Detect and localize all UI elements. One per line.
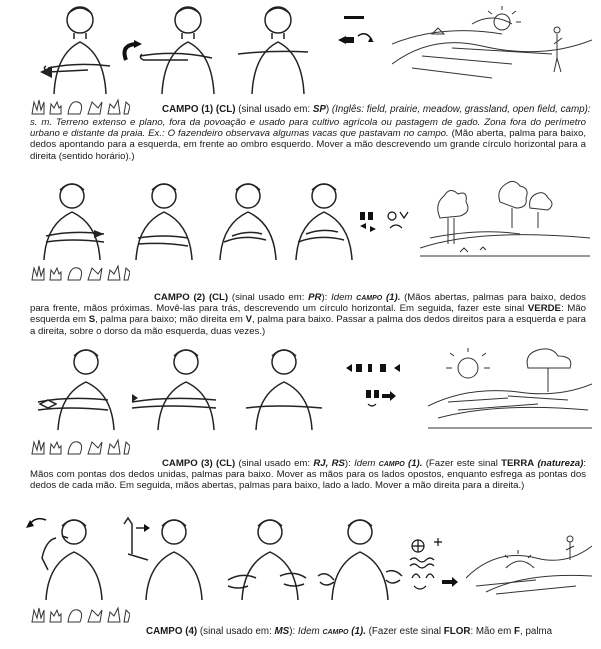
- idem-prefix: Idem: [327, 292, 357, 303]
- entry-body: [30, 292, 586, 337]
- instructions: , palma: [520, 626, 553, 637]
- used-in-region: PR: [308, 292, 322, 303]
- sign-writing-icon: [346, 362, 420, 414]
- entry-body: [30, 458, 586, 492]
- instructions: (Fazer este sinal: [422, 458, 502, 469]
- used-in-prefix: (sinal usado em:: [238, 458, 314, 469]
- signer-illustration: [116, 514, 206, 602]
- sign-writing-icon: [334, 14, 380, 54]
- used-in-region: RJ, RS: [313, 458, 345, 469]
- entry-campo-4: [0, 604, 601, 649]
- handshape-icon: [30, 98, 130, 116]
- used-in-suffix: ): [325, 104, 330, 115]
- illustration-row-2: [0, 178, 601, 264]
- signer-illustration: [236, 2, 316, 96]
- signer-illustration: [316, 514, 406, 602]
- word-class: (CL): [216, 458, 236, 469]
- handshape-icon: [30, 438, 130, 456]
- entry-heading: [162, 104, 591, 115]
- sign-writing-icon: [404, 536, 464, 594]
- landscape-illustration: [420, 178, 590, 264]
- landscape-illustration: [428, 346, 592, 432]
- definition: Terreno extenso e plano, fora da povoação e usado para cultivo agrícola ou pastagem de gado. Zona fora do perímetro urbano e distante da praia.: [30, 117, 586, 140]
- word-class: (CL): [208, 292, 229, 303]
- used-in-prefix: (sinal usado em:: [238, 104, 313, 115]
- entry-body: [30, 117, 586, 162]
- entry-heading: [146, 626, 552, 637]
- sign-reference: TERRA: [501, 458, 535, 469]
- signer-illustration: [222, 514, 312, 602]
- signer-illustration: [240, 346, 330, 432]
- used-in-suffix: ):: [344, 458, 351, 469]
- idem-reference: campo (1).: [378, 458, 423, 469]
- used-in-prefix: (sinal usado em:: [231, 292, 309, 303]
- sign-writing-icon: [356, 208, 420, 242]
- handshape-letter: V: [245, 314, 252, 326]
- headword: CAMPO (2): [154, 292, 206, 303]
- illustration-row-1: [0, 0, 601, 100]
- instructions: (Mão aberta, palma para baixo, dedos apontando para a esquerda, em frente ao ombro esquerdo. Mover a mão descrevendo um grande círculo horizontal para a direita (sentido horário).): [30, 128, 586, 162]
- idem-prefix: Idem: [295, 626, 323, 637]
- part-of-speech: s. m.: [30, 117, 53, 128]
- entry-campo-3: [0, 434, 601, 514]
- landscape-illustration: [392, 4, 592, 88]
- used-in-suffix: ):: [321, 292, 328, 303]
- signer-illustration: [138, 2, 228, 96]
- word-class: (CL): [215, 104, 236, 115]
- instructions: : Mãos com pontas dos dedos unidas, palmas para baixo. Mover as mãos para os lados opostos, enquanto esfrega as pontas dos dedos de cada mão. Em seguida, mãos abertas, palmas para baixo, lado a lado. Mover a mão direita para a direita.): [30, 458, 586, 492]
- signer-illustration: [206, 180, 288, 262]
- instructions: : Mão esquerda em: [30, 303, 586, 326]
- headword: CAMPO (4): [146, 626, 198, 637]
- example: Ex.: O fazendeiro observava algumas vacas que pastavam no campo.: [145, 128, 449, 140]
- entry-campo-1: [0, 96, 601, 180]
- sign-reference: FLOR: [443, 626, 471, 637]
- instructions: : Mão em: [470, 626, 515, 637]
- used-in-region: SP: [312, 104, 326, 115]
- idem-prefix: Idem: [350, 458, 379, 469]
- instructions: , palma para baixo. Passar a palma dos dedos direitos para a esquerda e para a direita, sobre o dorso da mão esquerda, duas vezes.): [30, 314, 586, 337]
- handshape-letter: S: [88, 314, 96, 326]
- idem-reference: campo (1).: [356, 292, 401, 303]
- sign-note: (natureza): [537, 458, 584, 469]
- headword: CAMPO (1): [162, 104, 214, 115]
- instructions: (Mãos abertas, palmas para baixo, dedos para frente, mãos próximas. Movê-las para trás, descrevendo um círculo horizontal. Em seguida, fazer este sinal: [30, 292, 586, 315]
- signer-illustration: [282, 180, 364, 262]
- used-in-region: MS: [274, 626, 290, 637]
- signer-illustration: [122, 180, 204, 262]
- english-gloss: (Inglês: field, prairie, meadow, grassland, open field, camp):: [329, 104, 591, 115]
- entry-campo-2: [0, 264, 601, 344]
- instructions: (Fazer este sinal: [365, 626, 444, 637]
- signer-illustration: [30, 180, 112, 262]
- handshape-icon: [30, 264, 130, 282]
- instructions: , palma para baixo; mão direita em: [95, 314, 246, 326]
- used-in-prefix: (sinal usado em:: [199, 626, 275, 637]
- used-in-suffix: ):: [289, 626, 296, 637]
- illustration-row-4: [0, 512, 601, 604]
- signer-illustration: [130, 346, 230, 432]
- idem-reference: campo (1).: [322, 626, 366, 637]
- handshape-icon: [30, 606, 130, 624]
- signer-illustration: [22, 514, 108, 602]
- headword: CAMPO (3): [162, 458, 213, 469]
- handshape-letter: F: [514, 626, 520, 637]
- signer-illustration: [40, 2, 120, 96]
- signer-illustration: [30, 346, 130, 432]
- landscape-illustration: [466, 528, 592, 602]
- illustration-row-3: [0, 344, 601, 434]
- sign-reference: VERDE: [527, 303, 561, 315]
